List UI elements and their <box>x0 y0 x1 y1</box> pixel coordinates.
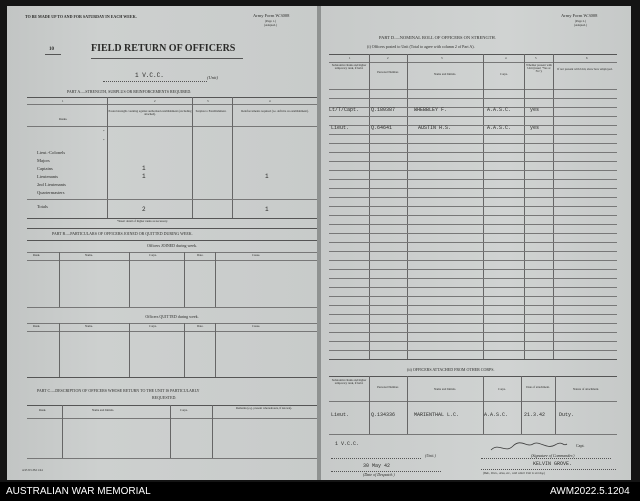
col-header: Corps. <box>149 253 157 257</box>
roll-ruling-line <box>329 278 617 279</box>
part-c-heading-1: PART C.—DESCRIPTION OF OFFICERS WHOSE RETURN TO THE UNIT IS PARTICULARLY <box>37 388 200 393</box>
roll-number: Q.180387 <box>371 107 396 113</box>
col-header: Date. <box>197 324 204 328</box>
col-header: Rank. <box>33 253 41 257</box>
col-posted: Posted strength counting against authorised establishment (excluding attached). <box>108 109 192 116</box>
roll-present: yes <box>530 125 540 131</box>
form-adapted: (Adapted.) <box>574 23 587 27</box>
col-header: Rank. <box>33 324 41 328</box>
form-page: (Page 2.) <box>575 19 586 23</box>
col-header: Date of attachment. <box>526 385 550 389</box>
form-page: (Page 1.) <box>265 19 276 23</box>
col-header: Date. <box>197 253 204 257</box>
roll-number: Q.64641 <box>371 125 393 131</box>
despatch-date: 30 May 42 <box>363 463 391 469</box>
location-value: KELVIN GROVE. <box>533 461 573 467</box>
footer-institution: AUSTRALIAN WAR MEMORIAL <box>6 486 151 497</box>
roll-ruling-line <box>329 350 617 351</box>
col-number: 2 <box>387 56 389 60</box>
roll-corps: A.A.S.C. <box>487 107 512 113</box>
roll-ruling-line <box>329 170 617 171</box>
roll-rank: Lt/T/Capt. <box>329 107 360 113</box>
totals-reinf: 1 <box>265 206 269 213</box>
attached-corps: A.A.S.C. <box>484 412 509 418</box>
signature-rank: Capt. <box>576 443 585 448</box>
col-ranks: Ranks. <box>59 117 68 121</box>
rank-label: Quartermasters <box>37 190 65 195</box>
roll-name: AUSTIN H.S. <box>418 125 452 131</box>
col-header: Substantive Rank and higher temporary rank, if held. <box>331 63 367 70</box>
form-id: Army Form W.3008 <box>561 13 598 18</box>
section-ii-heading: (ii) OFFICERS ATTACHED FROM OTHER CORPS. <box>407 367 495 372</box>
col-header: Nature of attachment. <box>572 387 600 391</box>
top-note: TO BE MADE UP TO AND FOR SATURDAY IN EACH WEEK. <box>25 14 137 19</box>
roll-corps: A.A.S.C. <box>487 125 512 131</box>
roll-ruling-line <box>329 305 617 306</box>
quitted-heading: Officers QUITTED during week. <box>145 314 199 319</box>
attached-nature: Duty. <box>559 412 575 418</box>
footer-accession: AWM2022.5.1204 <box>550 486 630 497</box>
roll-ruling-line <box>329 134 617 135</box>
roll-ruling-line <box>329 143 617 144</box>
attached-name: MARIENTHAL L.C. <box>414 412 460 418</box>
roll-ruling-line <box>329 197 617 198</box>
attached-rank: Lieut. <box>331 412 350 418</box>
roll-ruling-line <box>329 323 617 324</box>
col-header: Rank. <box>39 408 47 412</box>
col-header: Corps. <box>498 387 506 391</box>
roll-ruling-line <box>329 287 617 288</box>
roll-ruling-line <box>329 314 617 315</box>
col-header: Name and Initials. <box>433 387 457 391</box>
rank-label: Lieut.-Colonels <box>37 150 66 155</box>
col-number: 1 <box>62 99 64 103</box>
roll-ruling-line <box>329 242 617 243</box>
roll-ruling-line <box>329 233 617 234</box>
col-header: Name. <box>85 253 93 257</box>
roll-ruling-line <box>329 260 617 261</box>
unit-label: (Unit) <box>207 75 218 80</box>
totals-posted: 2 <box>142 206 146 213</box>
roll-ruling-line <box>329 251 617 252</box>
unit-value: 1 V.C.C. <box>335 441 360 447</box>
col-header: Name. <box>85 324 93 328</box>
roll-ruling-line <box>329 179 617 180</box>
col-header: Personal Number. <box>377 385 399 389</box>
rank-label: 2nd Lieutenants <box>37 182 66 187</box>
roll-present: yes <box>530 107 540 113</box>
roll-ruling-line <box>329 161 617 162</box>
part-a-heading: PART A.—STRENGTH, SURPLUS OR REINFORCEMENTS REQUIRED. <box>67 89 192 94</box>
location-label: (Bde., Divn., Area, etc., with which Unit is serving.) <box>483 471 546 475</box>
roll-rank: Lieut. <box>331 125 350 131</box>
roll-ruling-line <box>329 296 617 297</box>
col-header: Substantive Rank and higher temporary rank, if held. <box>331 378 367 385</box>
roll-ruling-line <box>329 152 617 153</box>
unit-label: (Unit.) <box>425 453 436 458</box>
page-title: FIELD RETURN OF OFFICERS <box>91 43 236 54</box>
col-number: 6 <box>586 56 588 60</box>
rank-label: Majors <box>37 158 50 163</box>
form-adapted: (Adapted.) <box>264 23 277 27</box>
col-reinf: Reinforcements required (i.e. deficits on establishment). <box>241 109 309 113</box>
roll-ruling-line <box>329 215 617 216</box>
col-header: Remarks (e.g. present whereabouts, if known). <box>235 406 293 410</box>
roll-ruling-line <box>329 116 617 117</box>
part-b-heading: PART B.—PARTICULARS OF OFFICERS JOINED OR QUITTED DURING WEEK. <box>52 231 193 236</box>
roll-ruling-line <box>329 98 617 99</box>
roll-ruling-line <box>329 332 617 333</box>
col-number: 5 <box>535 56 537 60</box>
rank-label: Captains <box>37 166 53 171</box>
attached-number: Q.134336 <box>371 412 396 418</box>
col-surplus: Surplus to Establishment. <box>195 109 227 113</box>
archive-footer <box>0 482 640 501</box>
printer-note: 4/45 Wt.3M 1/44 <box>22 468 43 472</box>
roll-ruling-line <box>329 188 617 189</box>
part-a-footnote: *Insert detail of higher ranks as necessary. <box>117 219 168 223</box>
unit-value: 1 V.C.C. <box>135 72 164 79</box>
col-number: 2 <box>154 99 156 103</box>
col-header: Whether present with Unit (insert "Yes or No"). <box>526 63 552 73</box>
totals-label: Totals <box>37 204 48 209</box>
part-c-heading-2: REQUESTED. <box>152 395 177 400</box>
form-id: Army Form W.3008 <box>253 13 290 18</box>
col-header: Name and Initials. <box>92 408 115 412</box>
attached-date: 21.3.42 <box>524 412 546 418</box>
roll-ruling-line <box>329 269 617 270</box>
part-d-heading: PART D.—NOMINAL ROLL OF OFFICERS ON STRENGTH. <box>379 35 496 40</box>
roll-ruling-line <box>329 341 617 342</box>
date-label: (Date of Despatch.) <box>363 472 395 477</box>
col-number: 4 <box>505 56 507 60</box>
col-number: 1 <box>349 56 351 60</box>
rank-label: Lieutenants <box>37 174 58 179</box>
right-page <box>321 6 631 480</box>
col-header: Name and Initials. <box>433 72 457 76</box>
roll-ruling-line <box>329 224 617 225</box>
col-header: If not present with Unit, show how employed. <box>557 67 613 71</box>
joined-heading: Officers JOINED during week. <box>147 243 197 248</box>
serial-number: 10 <box>49 47 54 52</box>
roll-ruling-line <box>329 206 617 207</box>
section-i-heading: (i) Officers posted to Unit (Total to agree with column 2 of Part A). <box>367 44 475 49</box>
col-header: Corps. <box>500 72 508 76</box>
col-header: Cause. <box>252 253 261 257</box>
left-page: TO BE MADE UP TO AND FOR SATURDAY IN EACH WEEK. Army Form W.3008 (Page 1.) (Adapted.) 10 FIELD RETURN OF OFFICERS 1 V.C.C. (Unit) PART A.—STRENGTH, SURPLUS OR REINFORCEMENTS REQUIRED. 1 2 3 4 Ranks. Posted strength counting against authorised establishment (excluding attached). Surplus to Establishment. Reinforcements required (i.e. deficits on establishment). * * Lieut.-Colonels Majors Captains Lieutenants 2nd Lieutenants Quartermasters 1 1 1 Totals 2 1 *Insert detail of higher ranks as necessary. PART B.—PARTICULARS OF OFFICERS JOINED OR QUITTED DURING WEEK. Officers JOINED during week. Rank. Name. Corps. Date. Cause. Officers QUITTED during week. Rank. Name. Corps. Date. Cause. PART C.—DESCRIPTION OF OFFICERS WHOSE RETURN TO THE UNIT IS PARTICULARLY REQUESTED. Rank. Name and Initials. Corps. Remarks (e.g. present whereabouts, if known). 4/45 Wt.3M 1/44 <box>7 6 318 480</box>
col-header: Cause. <box>252 324 261 328</box>
col-header: Corps. <box>149 324 157 328</box>
posted-captains: 1 <box>142 165 146 172</box>
posted-lieutenants: 1 <box>142 173 146 180</box>
signature-label: (Signature of Commander.) <box>531 453 575 458</box>
reinf-lieutenants: 1 <box>265 173 269 180</box>
col-header: Personal Number. <box>377 70 399 74</box>
col-number: 3 <box>207 99 209 103</box>
col-header: Corps. <box>180 408 188 412</box>
roll-name: WHEBBLEY F. <box>414 107 448 113</box>
col-number: 3 <box>441 56 443 60</box>
col-number: 4 <box>269 99 271 103</box>
